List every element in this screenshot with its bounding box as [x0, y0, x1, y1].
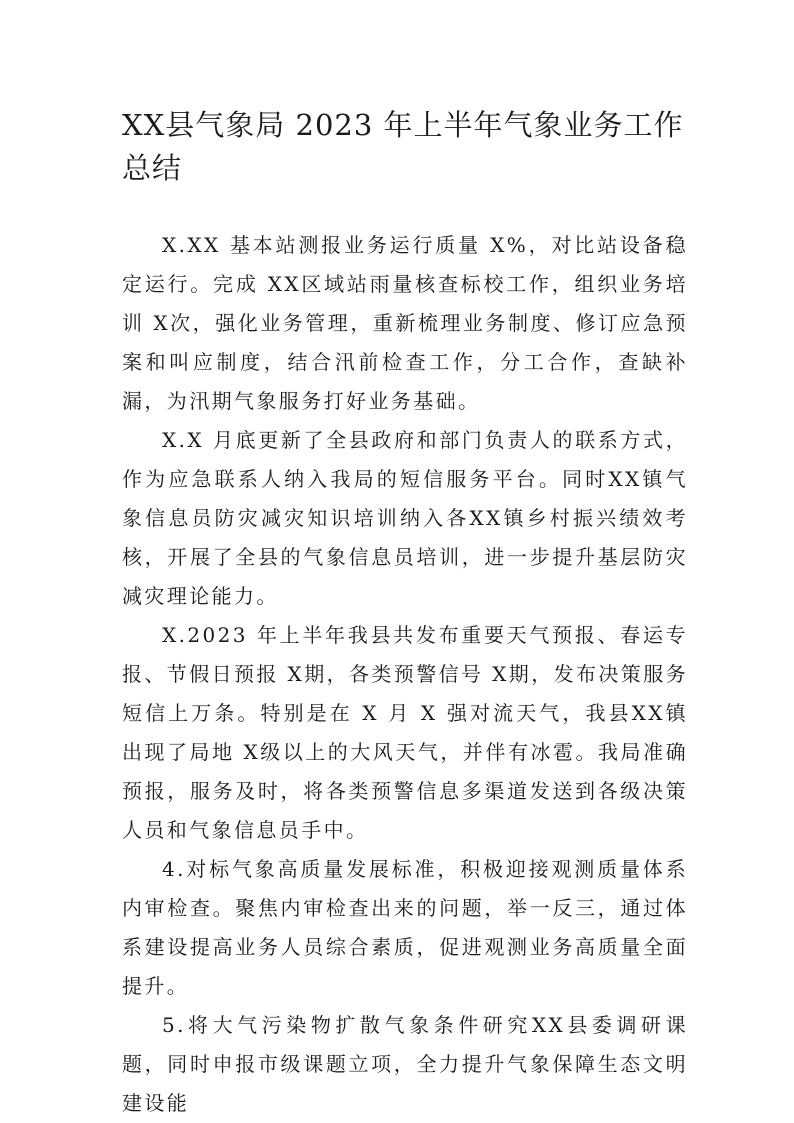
paragraph-1: X.XX 基本站测报业务运行质量 X%，对比站设备稳定运行。完成 XX区域站雨量核查标校工作，组织业务培训 X次，强化业务管理，重新梳理业务制度、修订应急预案和叫应制度，结合汛前检查工作，分工合作，查缺补漏，为汛期气象服务打好业务基础。: [122, 233, 688, 413]
document-title: XX县气象局 2023 年上半年气象业务工作总结: [122, 108, 684, 185]
paragraph-4: 4.对标气象高质量发展标准，积极迎接观测质量体系内审检查。聚焦内审检查出来的问题，举一反三，通过体系建设提高业务人员综合素质，促进观测业务高质量全面提升。: [122, 857, 688, 998]
paragraph-2: X.X 月底更新了全县政府和部门负责人的联系方式，作为应急联系人纳入我局的短信服务平台。同时XX镇气象信息员防灾减灾知识培训纳入各XX镇乡村振兴绩效考核，开展了全县的气象信息员培训，进一步提升基层防灾减灾理论能力。: [122, 428, 688, 608]
paragraph-3: X.2023 年上半年我县共发布重要天气预报、春运专报、节假日预报 X期，各类预警信号 X期，发布决策服务短信上万条。特别是在 X 月 X 强对流天气，我县XX镇出现了局地 X级以上的大风天气，并伴有冰雹。我局准确预报，服务及时，将各类预警信息多渠道发送到各级决策人员和气象信息员手中。: [122, 623, 688, 842]
paragraph-5: 5.将大气污染物扩散气象条件研究XX县委调研课题，同时申报市级课题立项，全力提升气象保障生态文明建设能: [122, 1013, 688, 1115]
document-body: [122, 226, 688, 1123]
